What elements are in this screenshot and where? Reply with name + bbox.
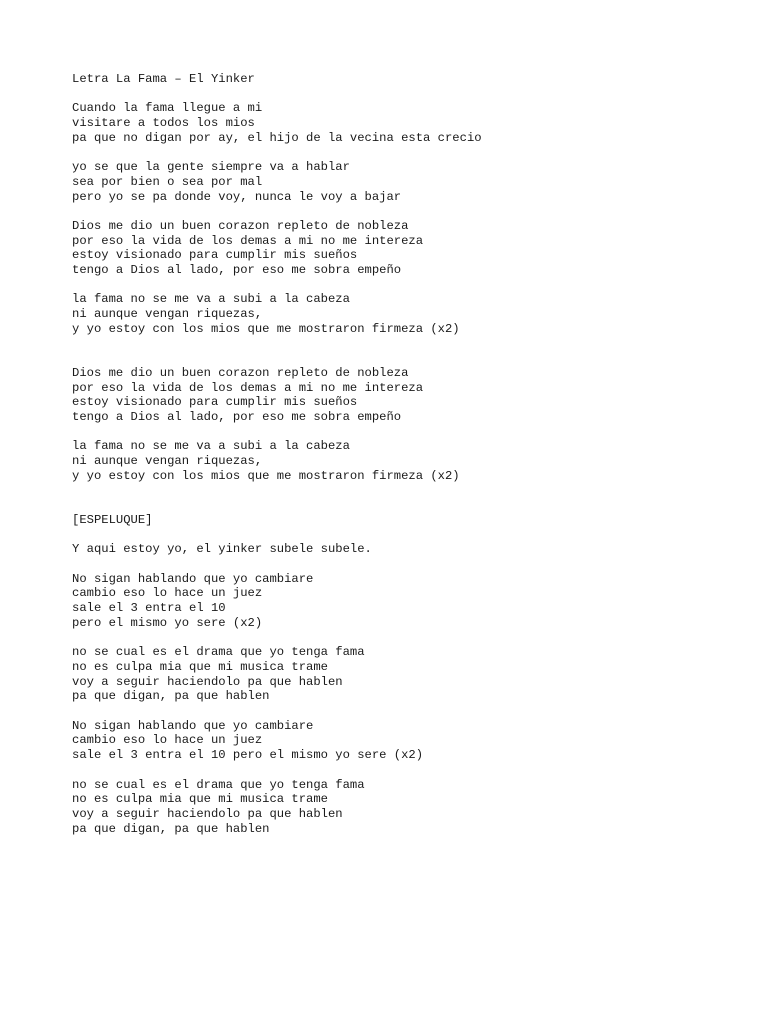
stanza-spacer	[72, 87, 752, 102]
stanza-spacer	[72, 204, 752, 219]
stanza-spacer	[72, 763, 752, 778]
lyric-line: pa que digan, pa que hablen	[72, 689, 270, 704]
lyric-line: yo se que la gente siempre va a hablar	[72, 160, 350, 175]
lyric-line: no es culpa mia que mi musica trame	[72, 659, 328, 674]
lyric-line: sale el 3 entra el 10	[72, 601, 226, 616]
lyric-line: pero el mismo yo sere (x2)	[72, 615, 263, 630]
lyric-line: estoy visionado para cumplir mis sueños	[72, 248, 358, 263]
stanza-spacer	[72, 337, 752, 366]
stanza	[72, 292, 752, 336]
stanza	[72, 219, 752, 278]
lyric-line: ni aunque vengan riquezas,	[72, 307, 263, 322]
lyric-line: visitare a todos los mios	[72, 116, 255, 131]
stanza-spacer	[72, 425, 752, 440]
lyric-line: tengo a Dios al lado, por eso me sobra empeño	[72, 263, 402, 278]
lyric-line: pa que no digan por ay, el hijo de la vecina esta crecio	[72, 130, 482, 145]
lyric-line: Cuando la fama llegue a mi	[72, 101, 263, 116]
stanza	[72, 719, 752, 763]
lyric-line: no se cual es el drama que yo tenga fama	[72, 645, 365, 660]
lyric-line: Y aqui estoy yo, el yinker subele subele.	[72, 542, 372, 557]
lyric-line: la fama no se me va a subi a la cabeza	[72, 292, 350, 307]
lyric-line: sale el 3 entra el 10 pero el mismo yo sere (x2)	[72, 748, 424, 763]
lyric-line: No sigan hablando que yo cambiare	[72, 571, 314, 586]
lyric-line: voy a seguir haciendolo pa que hablen	[72, 806, 343, 821]
lyric-line: pero yo se pa donde voy, nunca le voy a bajar	[72, 189, 402, 204]
lyric-line: la fama no se me va a subi a la cabeza	[72, 439, 350, 454]
stanza-spacer	[72, 146, 752, 161]
stanza	[72, 513, 752, 528]
lyric-line: por eso la vida de los demas a mi no me intereza	[72, 380, 424, 395]
stanza	[72, 101, 752, 145]
stanza-spacer	[72, 528, 752, 543]
lyric-line: no es culpa mia que mi musica trame	[72, 792, 328, 807]
lyrics-page	[72, 72, 752, 836]
lyric-line: y yo estoy con los mios que me mostraron firmeza (x2)	[72, 468, 460, 483]
lyric-line: cambio eso lo hace un juez	[72, 733, 263, 748]
stanza	[72, 366, 752, 425]
lyric-line: y yo estoy con los mios que me mostraron firmeza (x2)	[72, 321, 460, 336]
lyrics-body	[72, 87, 752, 837]
lyric-line: estoy visionado para cumplir mis sueños	[72, 395, 358, 410]
lyric-line: cambio eso lo hace un juez	[72, 586, 263, 601]
lyric-line: pa que digan, pa que hablen	[72, 821, 270, 836]
stanza	[72, 542, 752, 557]
lyric-line: sea por bien o sea por mal	[72, 174, 263, 189]
stanza-spacer	[72, 278, 752, 293]
stanza-spacer	[72, 484, 752, 513]
stanza-spacer	[72, 557, 752, 572]
lyric-line: Dios me dio un buen corazon repleto de nobleza	[72, 218, 409, 233]
lyric-line: Dios me dio un buen corazon repleto de nobleza	[72, 365, 409, 380]
lyric-line: ni aunque vengan riquezas,	[72, 454, 263, 469]
lyric-line: por eso la vida de los demas a mi no me intereza	[72, 233, 424, 248]
stanza	[72, 645, 752, 704]
lyric-line: [ESPELUQUE]	[72, 512, 153, 527]
lyric-line: no se cual es el drama que yo tenga fama	[72, 777, 365, 792]
stanza	[72, 778, 752, 837]
document-title: Letra La Fama – El Yinker	[72, 72, 255, 86]
stanza-spacer	[72, 631, 752, 646]
lyric-line: No sigan hablando que yo cambiare	[72, 718, 314, 733]
stanza	[72, 439, 752, 483]
stanza-spacer	[72, 704, 752, 719]
lyric-line: tengo a Dios al lado, por eso me sobra empeño	[72, 410, 402, 425]
lyric-line: voy a seguir haciendolo pa que hablen	[72, 674, 343, 689]
stanza	[72, 160, 752, 204]
stanza	[72, 572, 752, 631]
